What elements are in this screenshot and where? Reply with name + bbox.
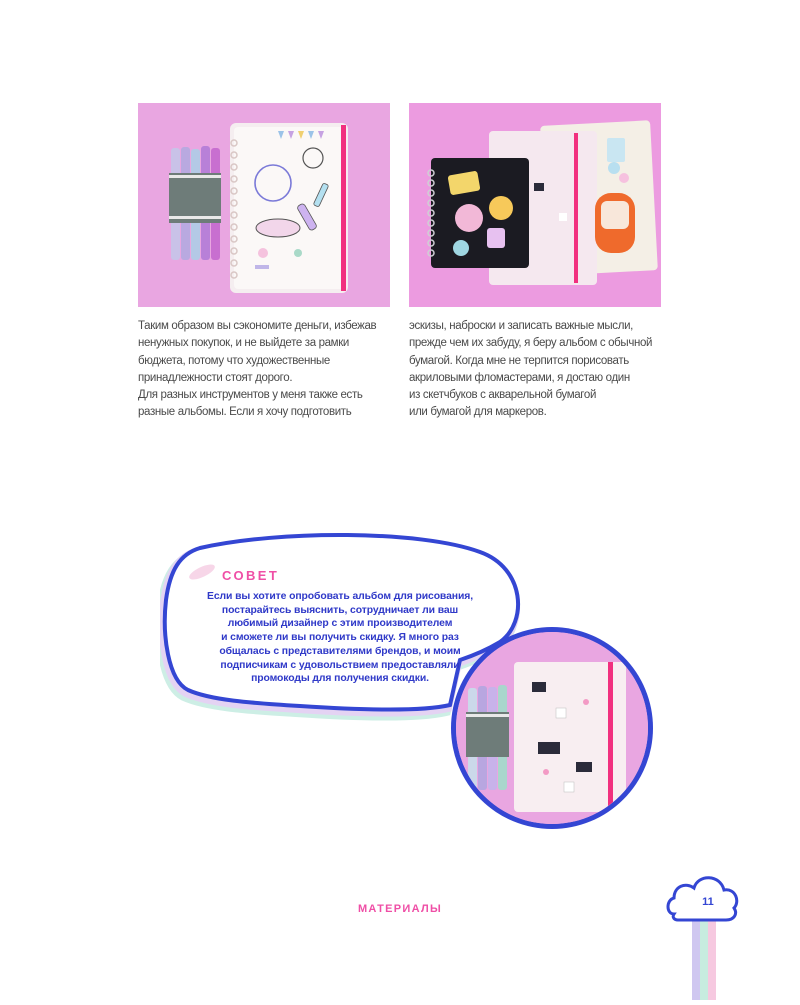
photo-markers-sketchbook [138,103,390,307]
tip-title: СОВЕТ [222,568,280,583]
tip-line: промокоды для получения скидки. [251,673,429,685]
tip-line: общалась с представителями брендов, и моим [219,645,461,657]
paragraph-line: ненужных покупок, и не выйдете за рамки [138,337,349,350]
paragraph-line: или бумагой для маркеров. [409,406,547,419]
paragraph-line: из скетчбуков с акварельной бумагой [409,389,597,402]
paragraph-line: Для разных инструментов у меня также есть [138,389,363,402]
paragraph-line: акриловыми фломастерами, я достаю один [409,371,630,384]
paragraph-line: разные альбомы. Если я хочу подготовить [138,406,352,419]
tip-line: и сможете ли вы получить скидку. Я много раз [221,632,459,644]
tip-round-photo [456,632,648,824]
paragraph-line: принадлежности стоят дорого. [138,371,293,384]
paragraph-line: прежде чем их забуду, я беру альбом с обычной [409,337,653,350]
body-text-column-left [138,318,388,422]
tip-line: постарайтесь выяснить, сотрудничает ли ваш [221,604,459,616]
paragraph-line: эскизы, наброски и записать важные мысли, [409,320,633,332]
body-text-column-right [409,318,659,422]
paragraph-line: бюджета, потому что художественные [138,354,330,367]
tip-text [175,590,505,686]
tip-line: Если вы хотите опробовать альбом для рисования, [207,591,473,602]
tip-line: подписчикам с удовольствием предоставляли [220,659,460,671]
tip-line: любимый дизайнер с этим производителем [227,618,453,630]
page-number: 11 [702,896,714,908]
page-number-cloud [664,862,744,1000]
paragraph-line: Таким образом вы сэкономите деньги, избежав [138,320,377,332]
paragraph-line: бумагой. Когда мне не терпится порисовать [409,354,629,367]
photo-sketchbooks [409,103,661,307]
section-title: МАТЕРИАЛЫ [357,903,443,915]
